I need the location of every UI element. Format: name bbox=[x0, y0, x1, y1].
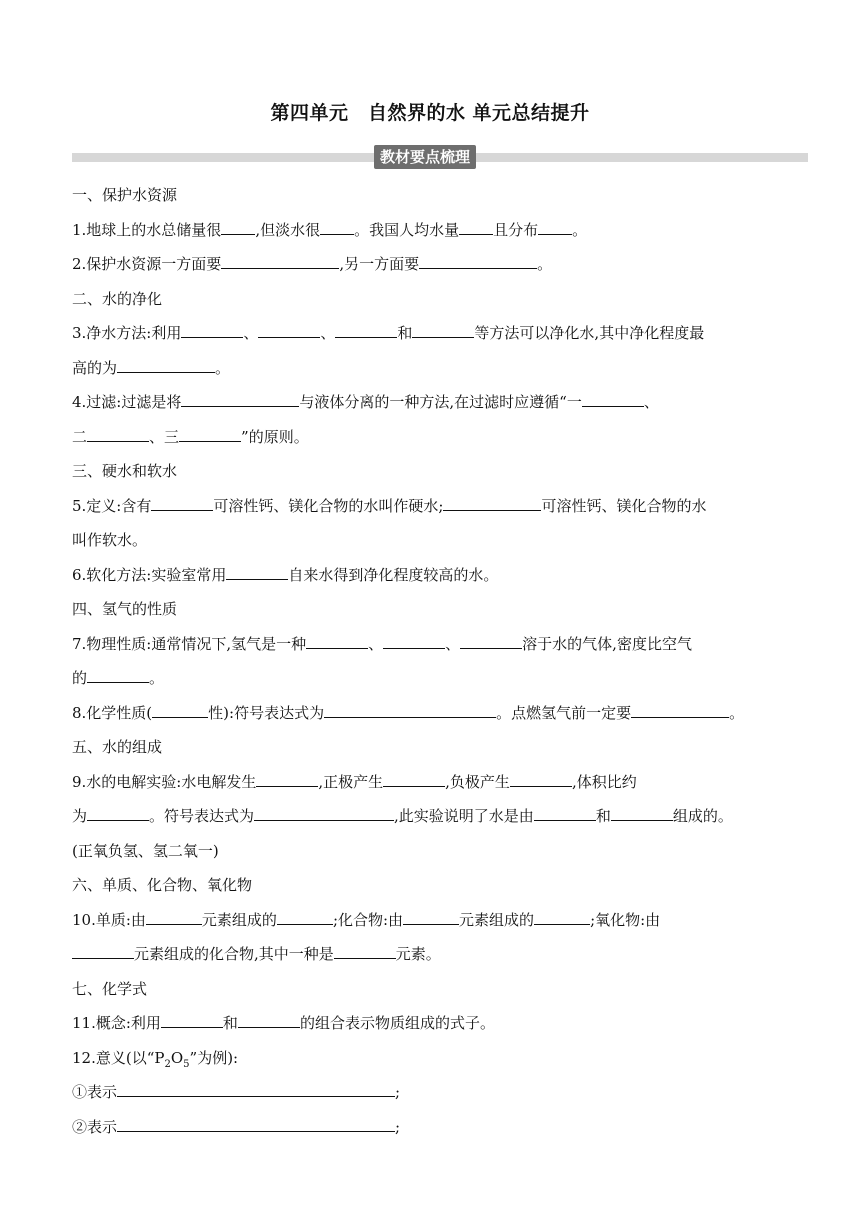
question-1: 1.地球上的水总储量很 ,但淡水很 。我国人均水量 且分布 。 bbox=[72, 213, 808, 248]
answer-blank[interactable] bbox=[254, 802, 394, 821]
answer-blank[interactable] bbox=[181, 319, 243, 338]
section-banner-label: 教材要点梳理 bbox=[374, 145, 476, 169]
question-4: 4.过滤:过滤是将 与液体分离的一种方法,在过滤时应遵循“一 、 bbox=[72, 385, 808, 420]
question-11: 11.概念:利用 和 的组合表示物质组成的式子。 bbox=[72, 1006, 808, 1041]
answer-blank[interactable] bbox=[324, 699, 496, 718]
answer-blank[interactable] bbox=[258, 319, 320, 338]
answer-blank[interactable] bbox=[221, 216, 255, 235]
question-6: 6.软化方法:实验室常用 自来水得到净化程度较高的水。 bbox=[72, 558, 808, 593]
answer-blank[interactable] bbox=[179, 423, 241, 442]
answer-blank[interactable] bbox=[87, 802, 149, 821]
answer-blank[interactable] bbox=[510, 768, 572, 787]
page-title: 第四单元 自然界的水 单元总结提升 bbox=[270, 102, 590, 124]
question-9: 9.水的电解实验:水电解发生 ,正极产生 ,负极产生 ,体积比约 bbox=[72, 765, 808, 800]
answer-blank[interactable] bbox=[87, 423, 149, 442]
answer-blank[interactable] bbox=[460, 630, 522, 649]
section-heading: 二、水的净化 bbox=[72, 289, 163, 308]
answer-blank[interactable] bbox=[631, 699, 729, 718]
answer-blank[interactable] bbox=[582, 388, 644, 407]
answer-blank[interactable] bbox=[146, 906, 202, 925]
answer-blank[interactable] bbox=[335, 319, 397, 338]
question-12-b: ②表示 ; bbox=[72, 1110, 808, 1145]
answer-blank[interactable] bbox=[117, 1113, 395, 1132]
section-heading: 一、保护水资源 bbox=[72, 186, 178, 204]
question-7: 7.物理性质:通常情况下,氢气是一种 、 、 溶于水的气体,密度比空气 bbox=[72, 627, 808, 662]
answer-blank[interactable] bbox=[419, 250, 537, 269]
answer-blank[interactable] bbox=[256, 768, 318, 787]
answer-blank[interactable] bbox=[306, 630, 368, 649]
question-3: 3.净水方法:利用 、 、 和 等方法可以净化水,其中净化程度最 bbox=[72, 316, 808, 351]
answer-blank[interactable] bbox=[238, 1009, 300, 1028]
answer-blank[interactable] bbox=[151, 492, 213, 511]
answer-blank[interactable] bbox=[534, 906, 590, 925]
answer-blank[interactable] bbox=[334, 940, 396, 959]
answer-blank[interactable] bbox=[534, 802, 596, 821]
question-3-cont: 高的为 。 bbox=[72, 351, 808, 386]
answer-blank[interactable] bbox=[459, 216, 493, 235]
question-10: 10.单质:由 元素组成的 ;化合物:由 元素组成的 ;氧化物:由 bbox=[72, 903, 808, 938]
answer-blank[interactable] bbox=[383, 768, 445, 787]
answer-blank[interactable] bbox=[277, 906, 333, 925]
answer-blank[interactable] bbox=[221, 250, 339, 269]
answer-blank[interactable] bbox=[87, 664, 149, 683]
answer-blank[interactable] bbox=[403, 906, 459, 925]
answer-blank[interactable] bbox=[226, 561, 288, 580]
question-12-a: ①表示 ; bbox=[72, 1075, 808, 1110]
question-9-note: (正氧负氢、氢二氧一) bbox=[72, 841, 219, 860]
answer-blank[interactable] bbox=[72, 940, 134, 959]
answer-blank[interactable] bbox=[611, 802, 673, 821]
section-heading: 五、水的组成 bbox=[72, 738, 163, 756]
question-5: 5.定义:含有 可溶性钙、镁化合物的水叫作硬水; 可溶性钙、镁化合物的水 bbox=[72, 489, 808, 524]
question-12: 12.意义(以“$P_2O_5$”为例): bbox=[72, 1048, 239, 1070]
section-heading: 四、氢气的性质 bbox=[72, 600, 178, 618]
answer-blank[interactable] bbox=[412, 319, 474, 338]
question-8: 8.化学性质( 性):符号表达式为 。点燃氢气前一定要 。 bbox=[72, 696, 808, 731]
section-heading: 七、化学式 bbox=[72, 979, 148, 998]
answer-blank[interactable] bbox=[161, 1009, 223, 1028]
question-7-cont: 的 。 bbox=[72, 661, 808, 696]
answer-blank[interactable] bbox=[152, 699, 208, 718]
question-5-cont: 叫作软水。 bbox=[72, 531, 148, 549]
section-heading: 三、硬水和软水 bbox=[72, 462, 178, 480]
question-2: 2.保护水资源一方面要 ,另一方面要 。 bbox=[72, 247, 808, 282]
question-9-cont: 为 。符号表达式为 ,此实验说明了水是由 和 组成的。 bbox=[72, 799, 808, 834]
question-10-cont: 元素组成的化合物,其中一种是 元素。 bbox=[72, 937, 808, 972]
answer-blank[interactable] bbox=[117, 354, 215, 373]
answer-blank[interactable] bbox=[538, 216, 572, 235]
answer-blank[interactable] bbox=[117, 1078, 395, 1097]
section-heading: 六、单质、化合物、氧化物 bbox=[72, 876, 253, 894]
answer-blank[interactable] bbox=[181, 388, 299, 407]
answer-blank[interactable] bbox=[320, 216, 354, 235]
answer-blank[interactable] bbox=[443, 492, 541, 511]
worksheet-content bbox=[72, 178, 808, 1144]
answer-blank[interactable] bbox=[383, 630, 445, 649]
question-4-cont: 二 、三 ”的原则。 bbox=[72, 420, 808, 455]
